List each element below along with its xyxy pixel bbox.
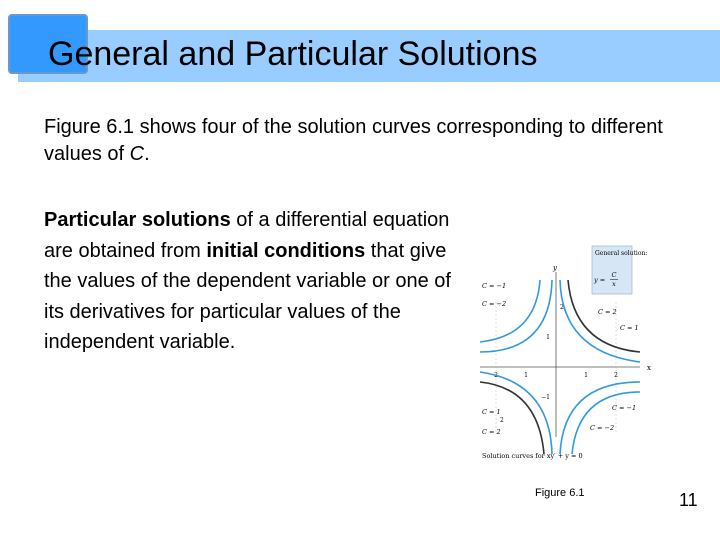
tick-label: 1 xyxy=(546,334,550,341)
solution-curves-graph xyxy=(480,242,651,467)
particular-solutions-paragraph xyxy=(44,205,454,358)
general-solution-heading: General solution: xyxy=(595,250,648,257)
formula-denominator: x xyxy=(612,280,616,288)
term-initial-conditions: initial conditions xyxy=(206,239,366,262)
x-axis-label: x xyxy=(647,364,651,372)
tick-label: 2 xyxy=(500,417,504,424)
curve-cneg1-q2 xyxy=(480,280,552,352)
label-c1-bottom: C = 1 xyxy=(482,408,501,416)
curve-c2-q3 xyxy=(480,382,544,454)
tick-label: 1 xyxy=(584,372,588,379)
tick-label: 2 xyxy=(614,372,618,379)
para-text-1: of a differential equation are obtained from xyxy=(44,209,450,262)
formula-numerator: C xyxy=(611,271,617,279)
y-axis-label: y xyxy=(553,264,557,272)
para-text-2: that give the values of the dependent variable or one of its derivatives for particular values of the independent variable. xyxy=(44,239,451,353)
figure-caption: Figure 6.1 xyxy=(535,487,585,499)
tick-label: 2 xyxy=(560,304,564,311)
term-particular-solutions: Particular solutions xyxy=(44,209,231,231)
intro-text-start: Figure 6.1 shows four of the solution curves corresponding to different values of xyxy=(44,116,663,165)
tick-label: 1 xyxy=(524,372,528,379)
tick-label: −1 xyxy=(541,394,550,401)
general-solution-y: y = xyxy=(594,276,606,284)
intro-text-end: . xyxy=(144,143,150,165)
slide-title: General and Particular Solutions xyxy=(48,35,538,73)
label-c2-bottom: C = 2 xyxy=(482,428,501,436)
solution-curves-figure xyxy=(480,242,651,467)
figure-inner-caption: Solution curves for xy′ + y = 0 xyxy=(482,452,583,460)
label-c-neg1-top: C = −1 xyxy=(482,282,507,290)
tick-label: 2 xyxy=(494,372,498,379)
curve-cneg2-q4 xyxy=(572,392,640,454)
label-c2-top: C = 2 xyxy=(598,308,617,316)
intro-variable: C xyxy=(129,143,145,165)
page-number: 11 xyxy=(679,490,698,510)
label-c1-top: C = 1 xyxy=(620,324,639,332)
label-c-neg2-bottom: C = −2 xyxy=(590,424,615,432)
intro-paragraph xyxy=(44,114,684,168)
label-c-neg2-top: C = −2 xyxy=(482,300,507,308)
label-c-neg1-bottom: C = −1 xyxy=(612,404,637,412)
